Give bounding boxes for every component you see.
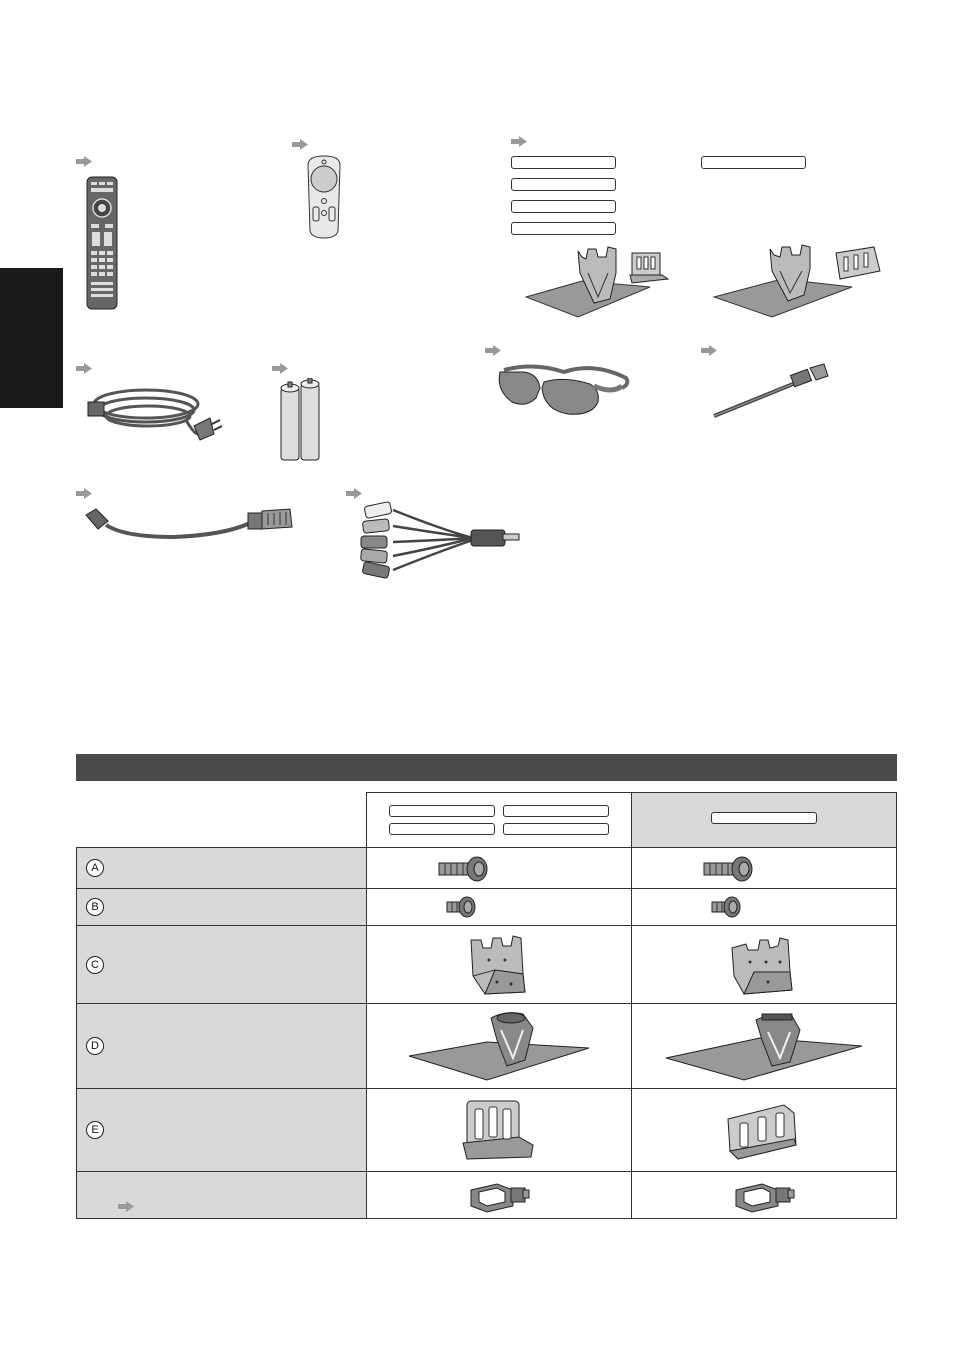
arrow-right-icon bbox=[511, 136, 527, 147]
screw-icon bbox=[445, 895, 477, 919]
table-header-models-a bbox=[366, 793, 632, 848]
circled-letter-a: A bbox=[86, 859, 104, 877]
bracket-icon bbox=[465, 934, 531, 998]
model-number-box bbox=[389, 805, 495, 817]
circled-letter-d: D bbox=[86, 1037, 104, 1055]
screw-icon bbox=[702, 855, 754, 883]
cable-tie-icon bbox=[712, 362, 830, 418]
clamp-icon bbox=[467, 1180, 531, 1214]
arrow-right-icon bbox=[346, 488, 362, 499]
remote-control-icon bbox=[86, 176, 118, 310]
row-label-c bbox=[77, 926, 367, 1004]
base-icon bbox=[664, 1008, 864, 1082]
arrow-right-icon bbox=[76, 156, 92, 167]
bracket-icon bbox=[728, 934, 800, 998]
model-number-box bbox=[389, 823, 495, 835]
glasses-3d-icon bbox=[494, 360, 634, 424]
model-number-box bbox=[511, 200, 616, 213]
battery-icon bbox=[279, 378, 323, 462]
base-cell-1 bbox=[366, 1004, 632, 1089]
base-icon bbox=[407, 1008, 591, 1082]
arrow-right-icon bbox=[76, 363, 92, 374]
circled-letter-c: C bbox=[86, 956, 104, 974]
pedestal-icon bbox=[712, 243, 892, 319]
clamp-cell-2 bbox=[632, 1172, 897, 1219]
clamp-icon bbox=[732, 1180, 796, 1214]
circled-letter-b: B bbox=[86, 898, 104, 916]
model-number-box bbox=[511, 156, 616, 169]
cover-cell-2 bbox=[632, 1089, 897, 1172]
model-number-box bbox=[701, 156, 806, 169]
pedestal-parts-table bbox=[76, 792, 897, 1219]
cover-icon bbox=[461, 1097, 535, 1163]
base-cell-2 bbox=[632, 1004, 897, 1089]
mains-lead-icon bbox=[86, 378, 222, 446]
table-header-models-b bbox=[632, 793, 897, 848]
table-row bbox=[77, 1172, 897, 1219]
clamp-cell-1 bbox=[366, 1172, 632, 1219]
arrow-right-icon bbox=[118, 1201, 134, 1215]
row-label-b bbox=[77, 889, 367, 926]
screw-b-cell-1 bbox=[366, 889, 632, 926]
arrow-right-icon bbox=[76, 488, 92, 499]
arrow-right-icon bbox=[485, 345, 501, 356]
table-row bbox=[77, 926, 897, 1004]
screw-a-cell-2 bbox=[632, 848, 897, 889]
pedestal-section-header bbox=[76, 754, 897, 781]
scart-adaptor-icon bbox=[84, 505, 294, 547]
screw-icon bbox=[710, 895, 742, 919]
table-header-blank bbox=[77, 793, 367, 848]
row-label-clamp bbox=[77, 1172, 367, 1219]
side-section-tab bbox=[0, 268, 63, 408]
pedestal-icon bbox=[522, 243, 672, 319]
row-label-d bbox=[77, 1004, 367, 1089]
touch-pad-icon bbox=[304, 155, 344, 239]
table-row bbox=[77, 1004, 897, 1089]
circled-letter-e: E bbox=[86, 1121, 104, 1139]
row-label-e bbox=[77, 1089, 367, 1172]
table-row bbox=[77, 848, 897, 889]
screw-icon bbox=[437, 855, 489, 883]
bracket-cell-2 bbox=[632, 926, 897, 1004]
bracket-cell-1 bbox=[366, 926, 632, 1004]
screw-a-cell-1 bbox=[366, 848, 632, 889]
row-label-a bbox=[77, 848, 367, 889]
arrow-right-icon bbox=[701, 345, 717, 356]
model-number-box bbox=[503, 823, 609, 835]
model-number-box bbox=[711, 812, 817, 824]
screw-b-cell-2 bbox=[632, 889, 897, 926]
model-number-box bbox=[503, 805, 609, 817]
table-row bbox=[77, 1089, 897, 1172]
model-number-box bbox=[511, 178, 616, 191]
cover-icon bbox=[724, 1099, 802, 1163]
table-row bbox=[77, 889, 897, 926]
cover-cell-1 bbox=[366, 1089, 632, 1172]
av-adaptor-icon bbox=[353, 500, 523, 580]
arrow-right-icon bbox=[292, 139, 308, 150]
model-number-box bbox=[511, 222, 616, 235]
arrow-right-icon bbox=[272, 363, 288, 374]
